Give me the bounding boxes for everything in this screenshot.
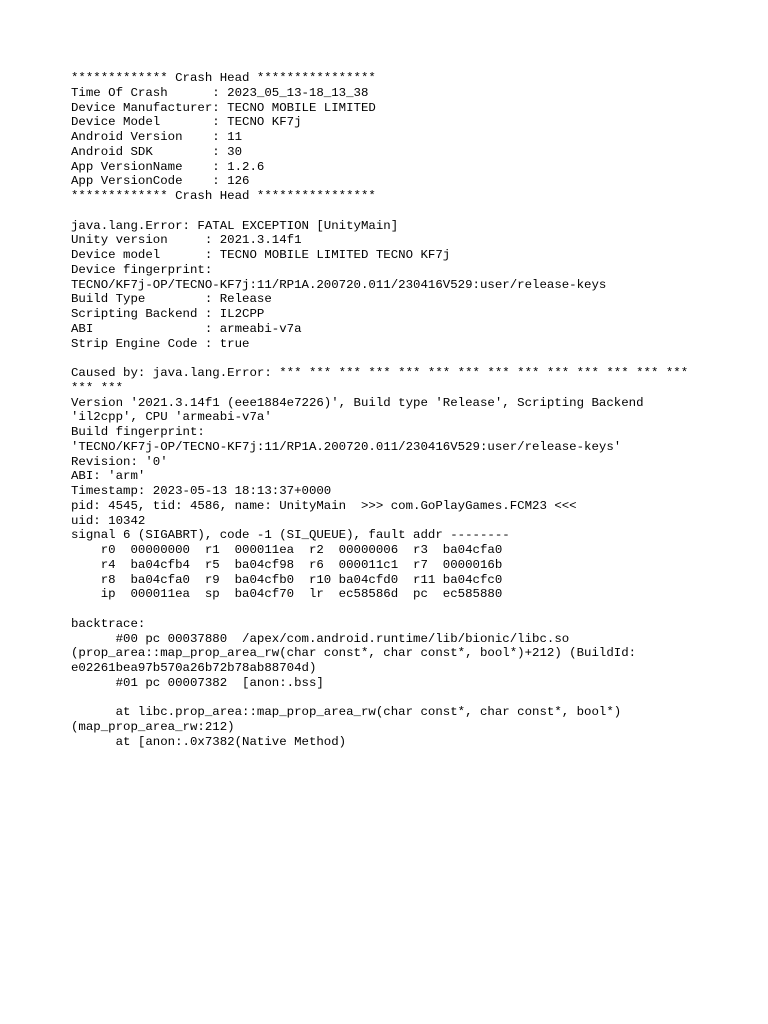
- log-line: (map_prop_area_rw:212): [71, 720, 235, 734]
- log-line: [71, 691, 711, 706]
- crash-log-text: [71, 71, 711, 750]
- log-line: Device Manufacturer: TECNO MOBILE LIMITED: [71, 100, 376, 115]
- log-line: r8 ba04cfa0 r9 ba04cfb0 r10 ba04cfd0 r11 ba04cfc0: [71, 572, 503, 587]
- log-line: Caused by: java.lang.Error: *** *** *** *** *** *** *** *** *** *** *** *** *** ***: [71, 366, 689, 380]
- log-line: TECNO/KF7j-OP/TECNO-KF7j:11/RP1A.200720.011/230416V529:user/release-keys: [71, 277, 607, 292]
- log-line: *** ***: [71, 380, 124, 395]
- log-line: signal 6 (SIGABRT), code -1 (SI_QUEUE), fault addr --------: [71, 528, 510, 543]
- log-line: [71, 351, 711, 366]
- log-line: backtrace:: [71, 616, 146, 631]
- log-line: ************* Crash Head ****************: [71, 189, 376, 203]
- log-line: Device fingerprint:: [71, 262, 213, 277]
- log-line: App VersionName : 1.2.6: [71, 159, 265, 174]
- log-line: r4 ba04cfb4 r5 ba04cf98 r6 000011c1 r7 0000016b: [71, 557, 503, 572]
- log-line: Version '2021.3.14f1 (eee1884e7226)', Build type 'Release', Scripting Backend: [71, 395, 644, 410]
- log-line: #01 pc 00007382 [anon:.bss]: [71, 675, 324, 690]
- log-line: Scripting Backend : IL2CPP: [71, 307, 265, 321]
- log-line: ABI : armeabi-v7a: [71, 321, 302, 336]
- log-line: Device model : TECNO MOBILE LIMITED TECNO KF7j: [71, 248, 451, 262]
- log-line: Build Type : Release: [71, 292, 272, 307]
- log-line: 'TECNO/KF7j-OP/TECNO-KF7j:11/RP1A.200720.011/230416V529:user/release-keys': [71, 439, 622, 454]
- log-line: Timestamp: 2023-05-13 18:13:37+0000: [71, 484, 332, 498]
- log-line: Build fingerprint:: [71, 425, 205, 439]
- log-line: at libc.prop_area::map_prop_area_rw(char const*, char const*, bool*): [71, 705, 622, 720]
- log-line: Android Version : 11: [71, 130, 243, 144]
- log-line: e02261bea97b570a26b72b78ab88704d): [71, 661, 317, 675]
- log-line: 'il2cpp', CPU 'armeabi-v7a': [71, 410, 272, 425]
- log-line: [71, 602, 711, 617]
- log-line: App VersionCode : 126: [71, 174, 250, 189]
- log-line: Device Model : TECNO KF7j: [71, 115, 302, 130]
- log-line: Android SDK : 30: [71, 144, 243, 159]
- log-line: ip 000011ea sp ba04cf70 lr ec58586d pc ec585880: [71, 587, 503, 602]
- log-line: ABI: 'arm': [71, 469, 146, 484]
- log-line: Time Of Crash : 2023_05_13-18_13_38: [71, 85, 369, 100]
- log-line: Unity version : 2021.3.14f1: [71, 233, 302, 248]
- log-line: at [anon:.0x7382(Native Method): [71, 734, 347, 749]
- log-line: r0 00000000 r1 000011ea r2 00000006 r3 ba04cfa0: [71, 543, 503, 557]
- log-line: ************* Crash Head ****************: [71, 71, 376, 85]
- log-line: Strip Engine Code : true: [71, 336, 250, 351]
- log-line: [71, 204, 711, 219]
- log-line: uid: 10342: [71, 513, 146, 528]
- log-line: (prop_area::map_prop_area_rw(char const*, char const*, bool*)+212) (BuildId:: [71, 646, 637, 661]
- log-line: #00 pc 00037880 /apex/com.android.runtime/lib/bionic/libc.so: [71, 631, 570, 646]
- log-line: Revision: '0': [71, 454, 168, 469]
- log-line: java.lang.Error: FATAL EXCEPTION [UnityMain]: [71, 218, 399, 233]
- log-line: pid: 4545, tid: 4586, name: UnityMain >>> com.GoPlayGames.FCM23 <<<: [71, 498, 577, 513]
